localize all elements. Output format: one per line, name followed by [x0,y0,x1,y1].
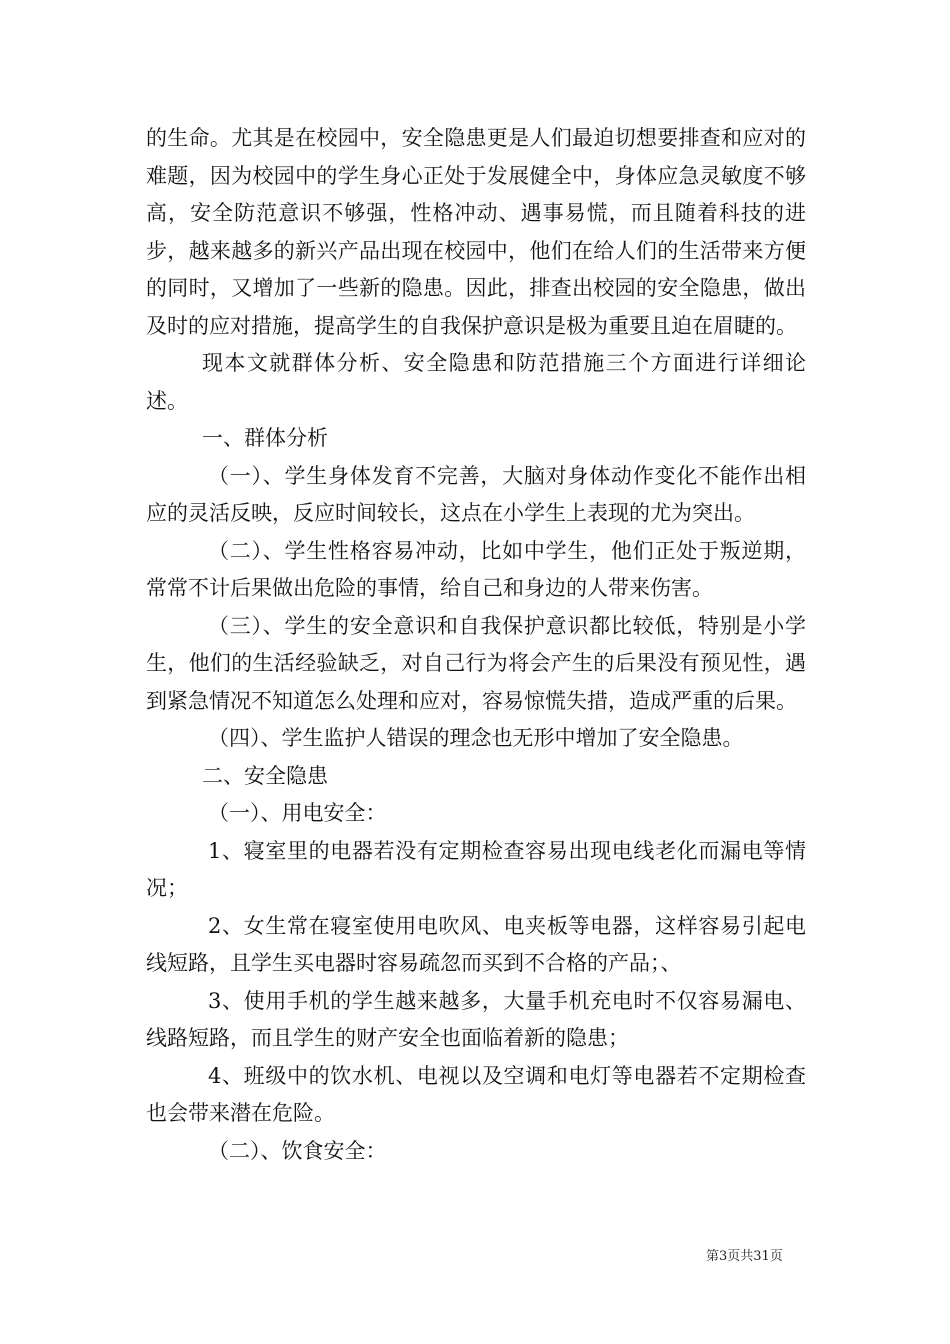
document-body [146,120,806,1170]
paragraph-electrical-4: 4、班级中的饮水机、电视以及空调和电灯等电器若不定期检查也会带来潜在危险。 [146,1063,806,1125]
section-heading-safety-hazards: 二、安全隐患 [202,763,328,788]
paragraph-electrical-1: 1、寝室里的电器若没有定期检查容易出现电线老化而漏电等情况； [146,838,806,900]
subheading-food-safety: （二）、饮食安全： [208,1138,387,1163]
paragraph-electrical-2: 2、女生常在寝室使用电吹风、电夹板等电器，这样容易引起电线短路，且学生买电器时容易疏忽而买到不合格的产品；、 [146,913,806,975]
subheading-electrical-safety: （一）、用电安全： [208,801,387,825]
paragraph-electrical-3: 3、使用手机的学生越来越多，大量手机充电时不仅容易漏电、线路短路，而且学生的财产安全也面临着新的隐患； [146,988,806,1050]
page-number: 第3页共31页 [706,1249,783,1264]
section-heading-group-analysis: 一、群体分析 [202,426,328,450]
paragraph-analysis-2: （二）、学生性格容易冲动，比如中学生，他们正处于叛逆期，常常不计后果做出危险的事情，给自己和身边的人带来伤害。 [146,538,806,600]
paragraph-analysis-3: （三）、学生的安全意识和自我保护意识都比较低，特别是小学生，他们的生活经验缺乏，对自己行为将会产生的后果没有预见性，遇到紧急情况不知道怎么处理和应对，容易惊慌失措，造成严重的后果。 [146,613,806,713]
paragraph-analysis-1: （一）、学生身体发育不完善，大脑对身体动作变化不能作出相应的灵活反映，反应时间较长，这点在小学生上表现的尤为突出。 [146,463,806,525]
paragraph-overview: 现本文就群体分析、安全隐患和防范措施三个方面进行详细论述。 [146,351,806,413]
paragraph-intro-continuation: 的生命。尤其是在校园中，安全隐患更是人们最迫切想要排查和应对的难题，因为校园中的学生身心正处于发展健全中，身体应急灵敏度不够高，安全防范意识不够强，性格冲动、遇事易慌，而且随着科技的进步，越来越多的新兴产品出现在校园中，他们在给人们的生活带来方便的同时，又增加了一些新的隐患。因此，排查出校园的安全隐患，做出及时的应对措施，提高学生的自我保护意识是极为重要且迫在眉睫的。 [146,126,806,338]
paragraph-analysis-4: （四）、学生监护人错误的理念也无形中增加了安全隐患。 [208,726,744,750]
